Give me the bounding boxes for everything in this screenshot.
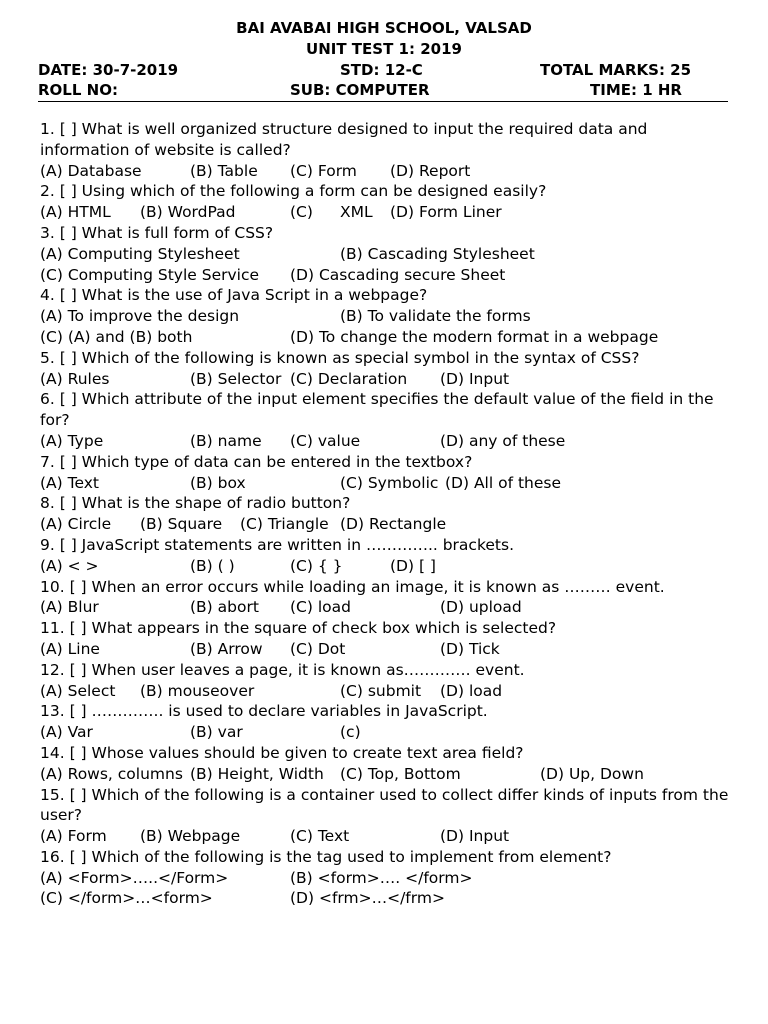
question-3-options-row: [40, 244, 730, 265]
question-11-text: 11. [ ] What appears in the square of check box which is selected?: [40, 619, 557, 638]
question-13-option: (c): [340, 723, 361, 742]
question-13-option: (A) Var: [40, 723, 93, 742]
question-6-option: (C) value: [290, 431, 361, 450]
question-8-option: (C) Triangle: [240, 515, 329, 534]
header-row-1: [0, 60, 768, 80]
test-title: UNIT TEST 1: 2019: [306, 40, 462, 58]
question-14-options-row: [40, 764, 730, 785]
question-15-option: (C) Text: [290, 827, 350, 846]
question-3-option: (B) Cascading Stylesheet: [340, 244, 535, 263]
question-5-options-row: [40, 369, 730, 390]
question-14-option: (B) Height, Width: [190, 764, 324, 783]
question-13-text: 13. [ ] ………….. is used to declare variables in JavaScript.: [40, 702, 488, 721]
total-marks-label: TOTAL MARKS: 25: [540, 61, 692, 79]
question-4-options-row: [40, 306, 730, 327]
question-16-option: (C) </form>…<form>: [40, 889, 213, 908]
question-5-text: 5. [ ] Which of the following is known as special symbol in the syntax of CSS?: [40, 348, 640, 367]
question-8-options-row: [40, 514, 730, 535]
question-16-options-row: [40, 868, 730, 889]
question-8-text: 8. [ ] What is the shape of radio button?: [40, 494, 351, 513]
question-6-text: 6. [ ] Which attribute of the input element specifies the default value of the field in the for?: [40, 390, 714, 430]
question-5-option: (B) Selector: [190, 369, 282, 388]
question-13-options-row: [40, 722, 730, 743]
question-2-option: (D) Form Liner: [390, 203, 502, 222]
question-10-options-row: [40, 597, 730, 618]
question-9-option: (D) [ ]: [390, 556, 436, 575]
question-8-option: (B) Square: [140, 515, 223, 534]
question-7-option: (C) Symbolic: [340, 473, 439, 492]
question-13-option: (B) var: [190, 723, 243, 742]
question-1-text: 1. [ ] What is well organized structure designed to input the required data and information of website is called?: [40, 120, 648, 159]
question-7-option: (B) box: [190, 473, 246, 492]
question-4-text: 4. [ ] What is the use of Java Script in a webpage?: [40, 286, 428, 305]
question-1-option: (D) Report: [390, 161, 471, 180]
question-4-option: (B) To validate the forms: [340, 307, 531, 326]
question-3-text: 3. [ ] What is full form of CSS?: [40, 223, 274, 242]
question-15-text: 15. [ ] Which of the following is a container used to collect differ kinds of inputs from the user?: [40, 785, 729, 825]
question-1-option: (B) Table: [190, 161, 258, 180]
question-6-options-row: [40, 431, 730, 452]
question-14-option: (C) Top, Bottom: [340, 764, 461, 783]
question-3-option: (D) Cascading secure Sheet: [290, 265, 506, 284]
question-1-option: (C) Form: [290, 161, 357, 180]
question-1-options-row: [40, 161, 730, 182]
question-11-option: (A) Line: [40, 639, 100, 658]
question-15-option: (A) Form: [40, 827, 107, 846]
question-15-options-row: [40, 826, 730, 847]
question-9-option: (A) < >: [40, 556, 99, 575]
subject-label: SUB: COMPUTER: [290, 81, 430, 99]
question-6-option: (A) Type: [40, 431, 104, 450]
question-16-option: (A) <Form>…..</Form>: [40, 868, 229, 887]
question-16-option: (D) <frm>…</frm>: [290, 889, 445, 908]
question-9-option: (C) { }: [290, 556, 343, 575]
question-1-option: (A) Database: [40, 161, 142, 180]
question-9-option: (B) ( ): [190, 556, 235, 575]
question-2-text: 2. [ ] Using which of the following a form can be designed easily?: [40, 182, 547, 201]
question-12-option: (C) submit: [340, 681, 422, 700]
question-10-option: (D) upload: [440, 598, 522, 617]
time-label: TIME: 1 HR: [590, 81, 682, 99]
header-row-2: [0, 80, 768, 100]
question-12-option: (D) load: [440, 681, 503, 700]
question-10-option: (B) abort: [190, 598, 259, 617]
roll-no-label: ROLL NO:: [38, 81, 118, 99]
question-9-text: 9. [ ] JavaScript statements are written in ………….. brackets.: [40, 535, 514, 554]
question-4-option: (C) (A) and (B) both: [40, 327, 193, 346]
question-16-text: 16. [ ] Which of the following is the tag used to implement from element?: [40, 847, 612, 866]
question-12-text: 12. [ ] When user leaves a page, it is known as…………. event.: [40, 660, 525, 679]
question-list: [40, 119, 730, 909]
question-10-option: (C) load: [290, 598, 351, 617]
question-5-option: (C) Declaration: [290, 369, 408, 388]
question-3-option: (C) Computing Style Service: [40, 265, 260, 284]
question-2-option: (B) WordPad: [140, 203, 236, 222]
question-3-option: (A) Computing Stylesheet: [40, 244, 240, 263]
question-15-option: (D) Input: [440, 827, 510, 846]
school-name: BAI AVABAI HIGH SCHOOL, VALSAD: [236, 19, 532, 37]
std-label: STD: 12-C: [340, 61, 423, 79]
question-7-option: (D) All of these: [445, 473, 562, 492]
question-2-options-row: [40, 202, 730, 223]
date-label: DATE: 30-7-2019: [38, 61, 179, 79]
question-12-option: (B) mouseover: [140, 681, 255, 700]
question-4-option: (A) To improve the design: [40, 307, 240, 326]
question-2-option: XML: [340, 203, 373, 222]
question-4-options-row: [40, 327, 730, 348]
question-7-options-row: [40, 473, 730, 494]
question-11-option: (B) Arrow: [190, 639, 263, 658]
question-7-text: 7. [ ] Which type of data can be entered in the textbox?: [40, 452, 473, 471]
question-5-option: (D) Input: [440, 369, 510, 388]
question-6-option: (D) any of these: [440, 431, 566, 450]
question-11-option: (D) Tick: [440, 639, 500, 658]
question-9-options-row: [40, 556, 730, 577]
question-15-option: (B) Webpage: [140, 827, 241, 846]
question-6-option: (B) name: [190, 431, 262, 450]
question-7-option: (A) Text: [40, 473, 99, 492]
question-4-option: (D) To change the modern format in a webpage: [290, 327, 659, 346]
question-5-option: (A) Rules: [40, 369, 110, 388]
question-3-options-row: [40, 265, 730, 286]
question-12-options-row: [40, 681, 730, 702]
question-11-option: (C) Dot: [290, 639, 346, 658]
header-divider: [38, 101, 728, 102]
question-16-options-row: [40, 888, 730, 909]
question-16-option: (B) <form>…. </form>: [290, 868, 473, 887]
question-8-option: (D) Rectangle: [340, 515, 447, 534]
question-10-text: 10. [ ] When an error occurs while loading an image, it is known as ……… event.: [40, 577, 665, 596]
question-2-option: (C): [290, 203, 313, 222]
question-8-option: (A) Circle: [40, 515, 112, 534]
question-2-option: (A) HTML: [40, 203, 111, 222]
question-12-option: (A) Select: [40, 681, 116, 700]
question-14-option: (A) Rows, columns: [40, 764, 183, 783]
question-14-option: (D) Up, Down: [540, 764, 644, 783]
question-14-text: 14. [ ] Whose values should be given to create text area field?: [40, 743, 524, 762]
question-11-options-row: [40, 639, 730, 660]
question-10-option: (A) Blur: [40, 598, 99, 617]
